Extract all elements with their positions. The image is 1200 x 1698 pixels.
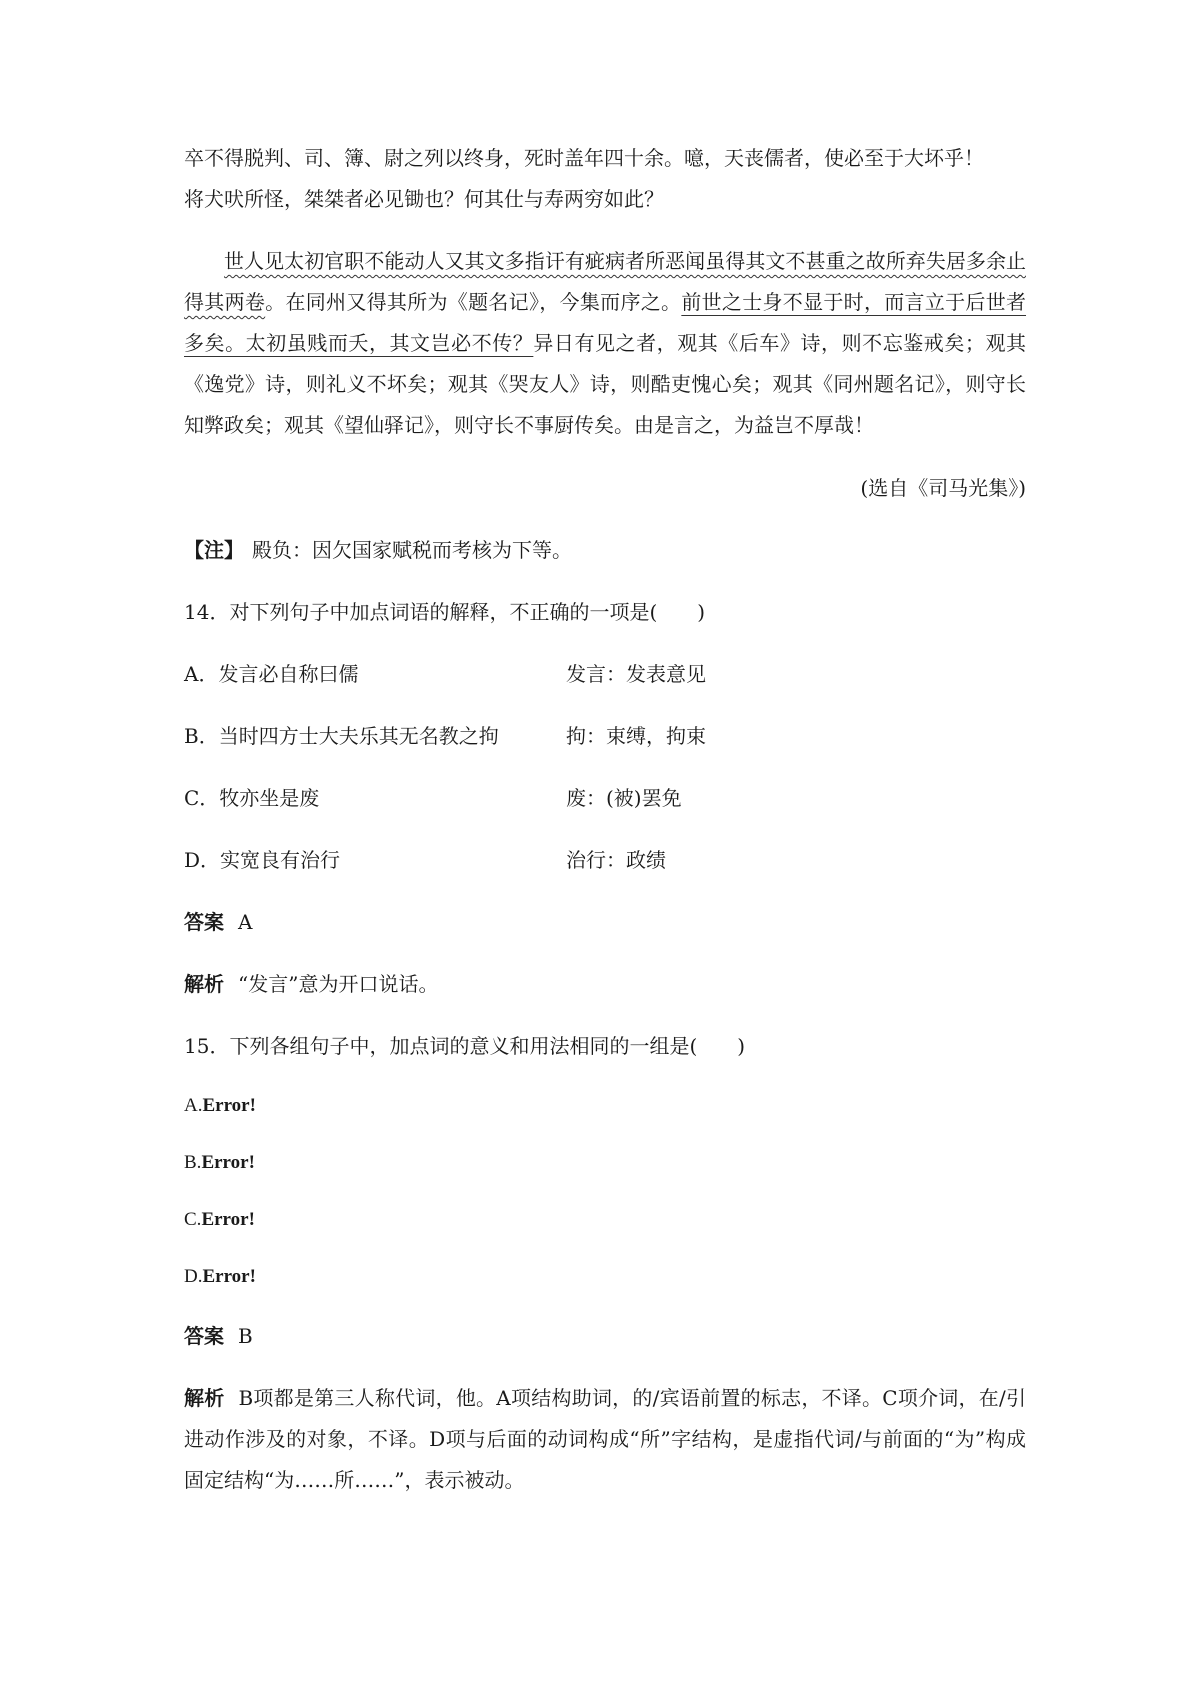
option-text: Error!	[201, 1209, 255, 1230]
passage-source: (选自《司马光集》)	[860, 476, 1026, 500]
option-sentence: B．当时四方士大夫乐其无名教之拘	[184, 724, 499, 748]
note-text: 殿负：因欠国家赋税而考核为下等。	[252, 538, 572, 562]
option-explanation: 废：(被)罢免	[566, 786, 682, 810]
footnote	[184, 530, 1026, 571]
answer-value: B	[238, 1324, 253, 1348]
option-sentence: A．发言必自称曰儒	[184, 662, 359, 686]
question-15-answer	[184, 1316, 1026, 1357]
option-letter: C.	[184, 1209, 202, 1230]
question-14-option-d	[184, 840, 1026, 881]
passage-text: 。在同州又得其所为《题名记》，今集而序之。	[265, 290, 682, 314]
analysis-text: B项都是第三人称代词，他。A项结构助词，的/宾语前置的标志，不译。C项介词，在/引进动作涉及的对象，不译。D项与后面的动词构成“所”字结构，是虚指代词/与前面的“为”构成固定结构“为……所……”，表示被动。	[184, 1386, 1027, 1492]
analysis-label: 解析	[184, 972, 224, 996]
question-15-analysis	[184, 1378, 1026, 1501]
passage-paragraph-2	[184, 241, 1026, 446]
question-15-option-c	[184, 1202, 1026, 1238]
analysis-text: “发言”意为开口说话。	[238, 972, 439, 996]
document-page	[184, 138, 1026, 1501]
question-14-analysis	[184, 964, 1026, 1005]
note-label: 【注】	[184, 538, 244, 562]
question-15-option-b	[184, 1145, 1026, 1181]
answer-value: A	[238, 910, 253, 934]
option-text: Error!	[202, 1095, 256, 1116]
passage-text: 异日有见之者，观其《后车》诗，则不忘鉴戒矣；观其《逸党》诗，则礼义不坏矣；观其《哭友人》诗，则酷吏愧心矣；观其《同州题名记》，则守长知弊政矣；观其《望仙驿记》，则守长不事厨传矣。由是言之，为益岂不厚哉！	[184, 331, 1027, 437]
option-letter: B.	[184, 1152, 202, 1173]
question-14-answer	[184, 902, 1026, 943]
option-text: Error!	[201, 1152, 255, 1173]
underlined-sentence: 前世之士身不显于时，而言立于后世者多矣。太初虽贱而夭，其文岂必不传？	[184, 290, 1027, 355]
analysis-label: 解析	[184, 1386, 225, 1410]
question-14-stem: 14．对下列句子中加点词语的解释，不正确的一项是( )	[184, 600, 706, 624]
passage-paragraph-1	[184, 138, 1026, 220]
answer-label: 答案	[184, 1324, 224, 1348]
wavy-underlined-sentence: 世人见太初官职不能动人又其文多指讦有疵病者所恶闻虽得其文不甚重之故所弃失居多余止得其两卷	[184, 249, 1026, 314]
option-letter: A.	[184, 1095, 203, 1116]
passage-line: 将犬吠所怪，桀桀者必见锄也？何其仕与寿两穷如此？	[184, 187, 664, 211]
option-explanation: 拘：束缚，拘束	[566, 724, 706, 748]
question-14-option-a	[184, 654, 1026, 695]
question-15-option-a	[184, 1088, 1026, 1124]
question-15-stem: 15．下列各组句子中，加点词的意义和用法相同的一组是( )	[184, 1034, 746, 1058]
answer-label: 答案	[184, 910, 224, 934]
option-explanation: 发言：发表意见	[566, 662, 706, 686]
question-15-option-d	[184, 1259, 1026, 1295]
question-14-option-c	[184, 778, 1026, 819]
question-14-option-b	[184, 716, 1026, 757]
option-sentence: C．牧亦坐是废	[184, 786, 320, 810]
option-letter: D.	[184, 1266, 203, 1287]
passage-line: 卒不得脱判、司、簿、尉之列以终身，死时盖年四十余。噫，天丧儒者，使必至于大坏乎！	[184, 146, 984, 170]
option-text: Error!	[202, 1266, 256, 1287]
option-sentence: D．实宽良有治行	[184, 848, 341, 872]
option-explanation: 治行：政绩	[566, 848, 666, 872]
